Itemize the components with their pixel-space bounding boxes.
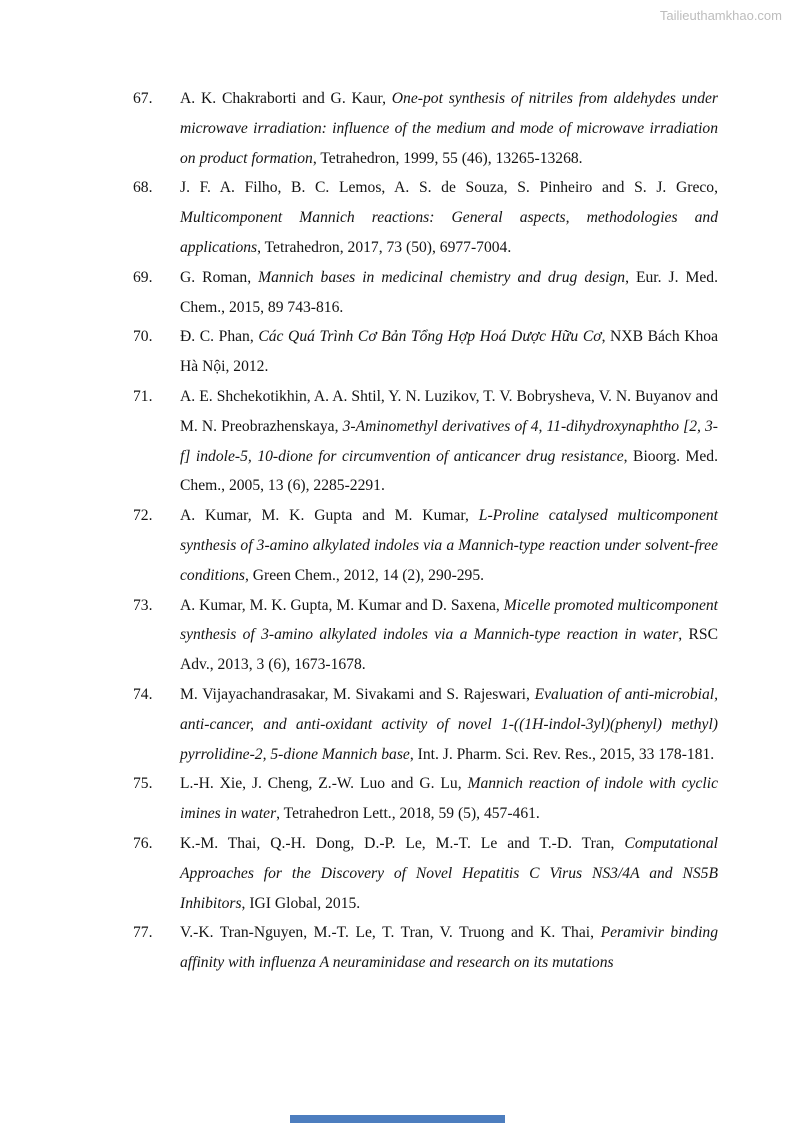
reference-number: 71.: [133, 387, 153, 405]
reference-number: 68.: [133, 179, 153, 197]
reference-text: A. E. Shchekotikhin, A. A. Shtil, Y. N. Luzikov, T. V. Bobrysheva, V. N. Buyanov and M. N. Preobrazhenskaya, 3-Aminomethyl derivatives of 4, 11-dihydroxynaphtho [2, 3-f] indole-5, 10-dione for circumvention of anticancer drug resistance, Bioorg. Med. Chem., 2005, 13 (6), 2285-2291.: [180, 387, 718, 495]
reference-text: V.-K. Tran-Nguyen, M.-T. Le, T. Tran, V. Truong and K. Thai, Peramivir binding affinity with influenza A neuraminidase and research on its mutations: [180, 924, 718, 972]
reference-number: 67.: [133, 90, 153, 107]
footer-strip: [290, 1115, 505, 1123]
reference-text: G. Roman, Mannich bases in medicinal chemistry and drug design, Eur. J. Med. Chem., 2015, 89 743-816.: [180, 268, 718, 316]
reference-text: Đ. C. Phan, Các Quá Trình Cơ Bản Tổng Hợp Hoá Dược Hữu Cơ, NXB Bách Khoa Hà Nội, 2012.: [180, 328, 718, 376]
reference-text: K.-M. Thai, Q.-H. Dong, D.-P. Le, M.-T. Le and T.-D. Tran, Computational Approaches for the Discovery of Novel Hepatitis C Virus NS3/4A and NS5B Inhibitors, IGI Global, 2015.: [180, 834, 718, 912]
reference-text: A. K. Chakraborti and G. Kaur, One-pot synthesis of nitriles from aldehydes under microwave irradiation: influence of the medium and mode of microwave irradiation on product formation, Tetrahedron, 1999, 55 (46), 13265-13268.: [180, 90, 718, 167]
reference-item: [133, 173, 718, 262]
reference-item: [133, 501, 718, 590]
reference-number: 72.: [133, 507, 153, 525]
watermark: Tailieuthamkhao.com: [659, 8, 782, 23]
reference-number: 69.: [133, 268, 153, 286]
reference-item: [133, 769, 718, 829]
reference-text: M. Vijayachandrasakar, M. Sivakami and S. Rajeswari, Evaluation of anti-microbial, anti-cancer, and anti-oxidant activity of novel 1-((1H-indol-3yl)(phenyl) methyl) pyrrolidine-2, 5-dione Mannich base, Int. J. Pharm. Sci. Rev. Res., 2015, 33 178-181.: [180, 685, 718, 763]
reference-number: 77.: [133, 924, 153, 942]
reference-item: [133, 918, 718, 978]
reference-item: [133, 382, 718, 501]
reference-number: 74.: [133, 685, 153, 703]
reference-item: [133, 591, 718, 680]
reference-item: [133, 263, 718, 323]
reference-text: A. Kumar, M. K. Gupta and M. Kumar, L-Proline catalysed multicomponent synthesis of 3-amino alkylated indoles via a Mannich-type reaction under solvent-free conditions, Green Chem., 2012, 14 (2), 290-295.: [180, 507, 718, 584]
reference-text: J. F. A. Filho, B. C. Lemos, A. S. de Souza, S. Pinheiro and S. J. Greco, Multicomponent Mannich reactions: General aspects, methodologies and applications, Tetrahedron, 2017, 73 (50), 6977-7004.: [180, 179, 718, 256]
reference-item: [133, 829, 718, 918]
reference-text: A. Kumar, M. K. Gupta, M. Kumar and D. Saxena, Micelle promoted multicomponent synthesis of 3-amino alkylated indoles via a Mannich-type reaction in water, RSC Adv., 2013, 3 (6), 1673-1678.: [180, 596, 718, 674]
reference-text: L.-H. Xie, J. Cheng, Z.-W. Luo and G. Lu, Mannich reaction of indole with cyclic imines in water, Tetrahedron Lett., 2018, 59 (5), 457-461.: [180, 775, 718, 823]
reference-number: 76.: [133, 834, 153, 852]
reference-list: [133, 84, 718, 978]
reference-item: [133, 322, 718, 382]
reference-item: [133, 680, 718, 769]
reference-number: 70.: [133, 328, 153, 346]
reference-number: 73.: [133, 596, 153, 614]
reference-item: [133, 84, 718, 173]
reference-number: 75.: [133, 775, 153, 793]
